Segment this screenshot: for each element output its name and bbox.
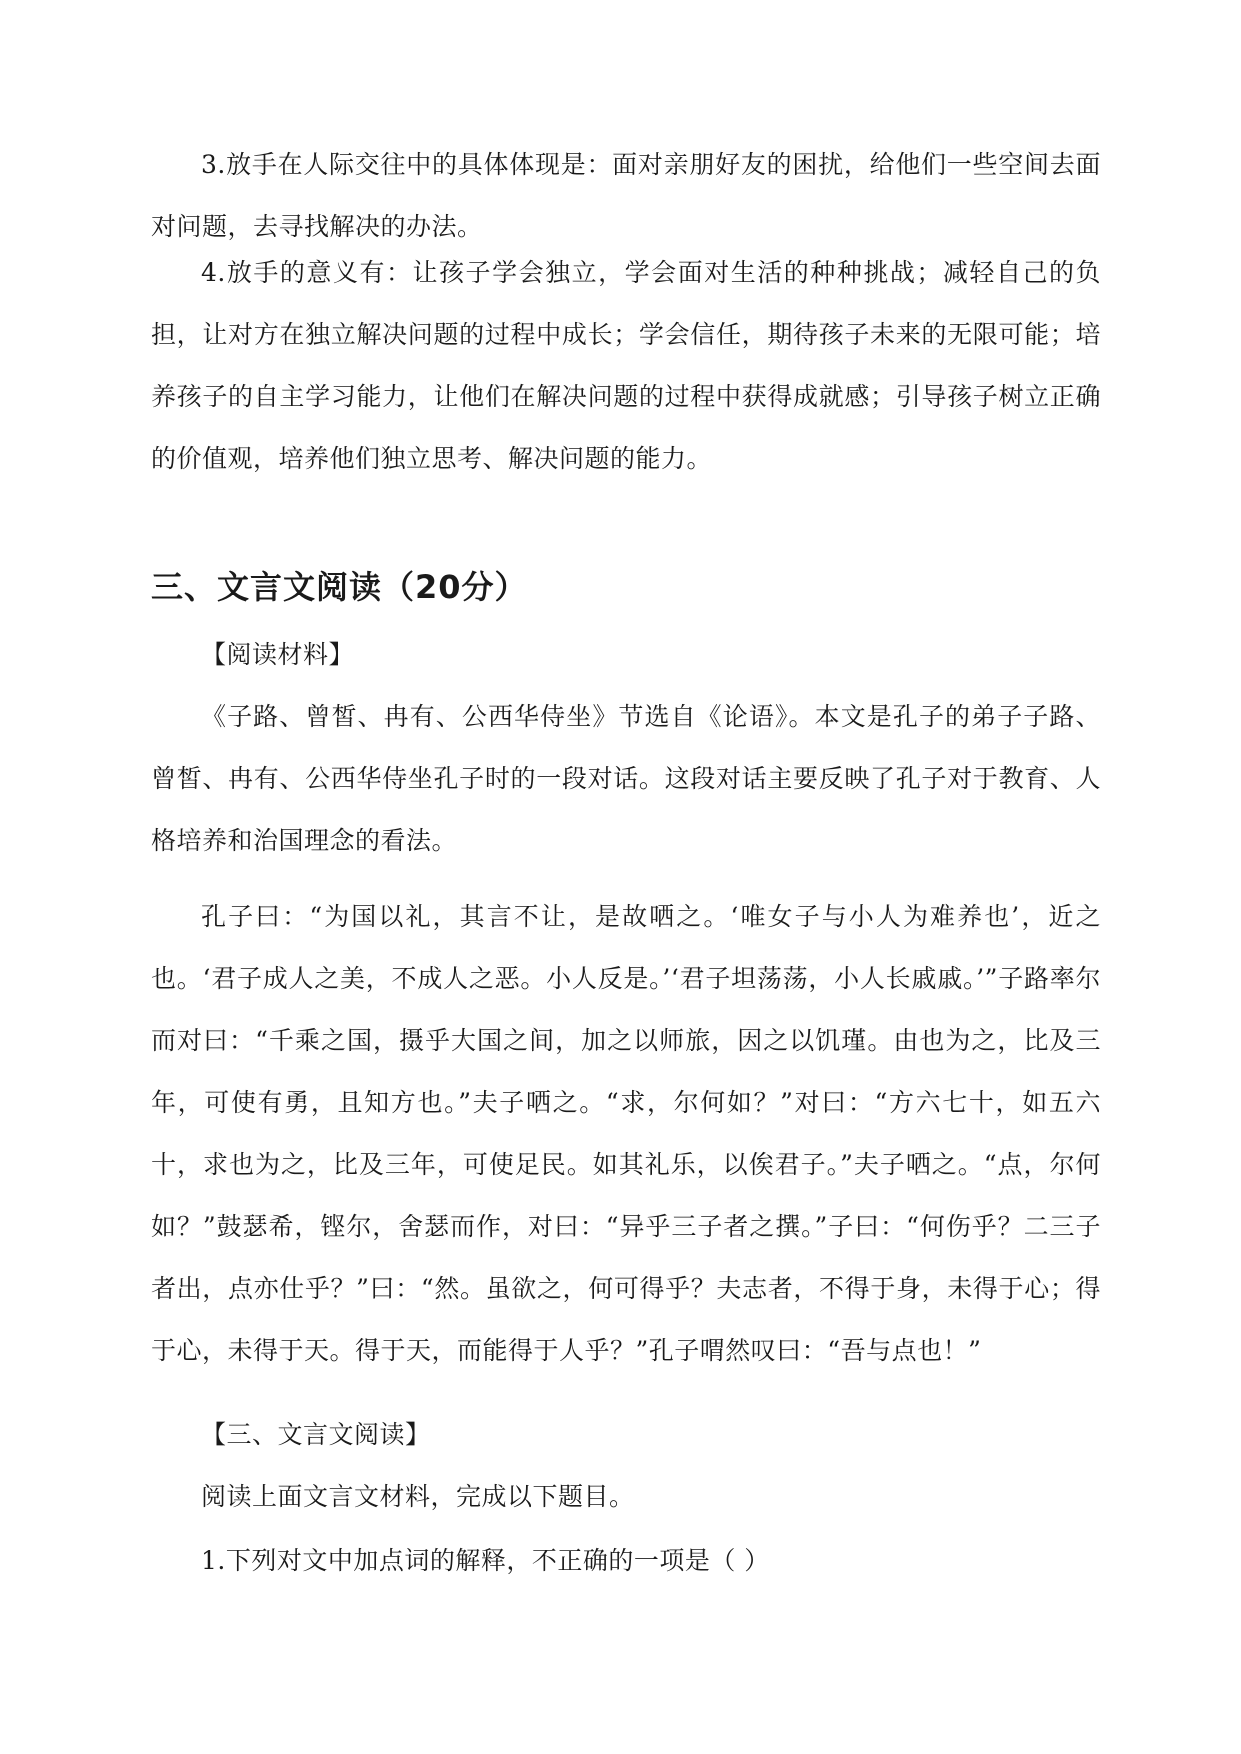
section-heading: 三、文言文阅读（20分）: [151, 568, 528, 606]
instruction-text: 阅读上面文言文材料，完成以下题目。: [201, 1482, 635, 1511]
material-intro: 《子路、曾皙、冉有、公西华侍坐》节选自《论语》。本文是孔子的弟子子路、曾皙、冉有、公西华侍坐孔子时的一段对话。这段对话主要反映了孔子对于教育、人格培养和治国理念的看法。: [151, 702, 1101, 855]
material-label: 【阅读材料】: [201, 640, 355, 669]
subsection-label: 【三、文言文阅读】: [201, 1420, 431, 1449]
classical-text: 孔子曰：“为国以礼，其言不让，是故哂之。‘唯女子与小人为难养也’，近之也。‘君子成人之美，不成人之恶。小人反是。’‘君子坦荡荡，小人长戚戚。’”子路率尔而对曰：“千乘之国，摄乎大国之间，加之以师旅，因之以饥瑾。由也为之，比及三年，可使有勇，且知方也。”夫子哂之。“求，尔何如？”对曰：“方六七十，如五六十，求也为之，比及三年，可使足民。如其礼乐，以俟君子。”夫子哂之。“点，尔何如？”鼓瑟希，铿尔，舍瑟而作，对曰：“异乎三子者之撰。”子曰：“何伤乎？二三子者出，点亦仕乎？”曰：“然。虽欲之，何可得乎？夫志者，不得于身，未得于心；得于心，未得于天。得于天，而能得于人乎？”孔子喟然叹曰：“吾与点也！”: [151, 902, 1101, 1365]
question-1: 1.下列对文中加点词的解释，不正确的一项是（ ）: [201, 1546, 770, 1575]
answer-paragraph-3: 3.放手在人际交往中的具体体现是：面对亲朋好友的困扰，给他们一些空间去面对问题，去寻找解决的办法。: [151, 150, 1101, 241]
answer-paragraph-4: 4.放手的意义有：让孩子学会独立，学会面对生活的种种挑战；减轻自己的负担，让对方在独立解决问题的过程中成长；学会信任，期待孩子未来的无限可能；培养孩子的自主学习能力，让他们在解决问题的过程中获得成就感；引导孩子树立正确的价值观，培养他们独立思考、解决问题的能力。: [151, 258, 1101, 473]
